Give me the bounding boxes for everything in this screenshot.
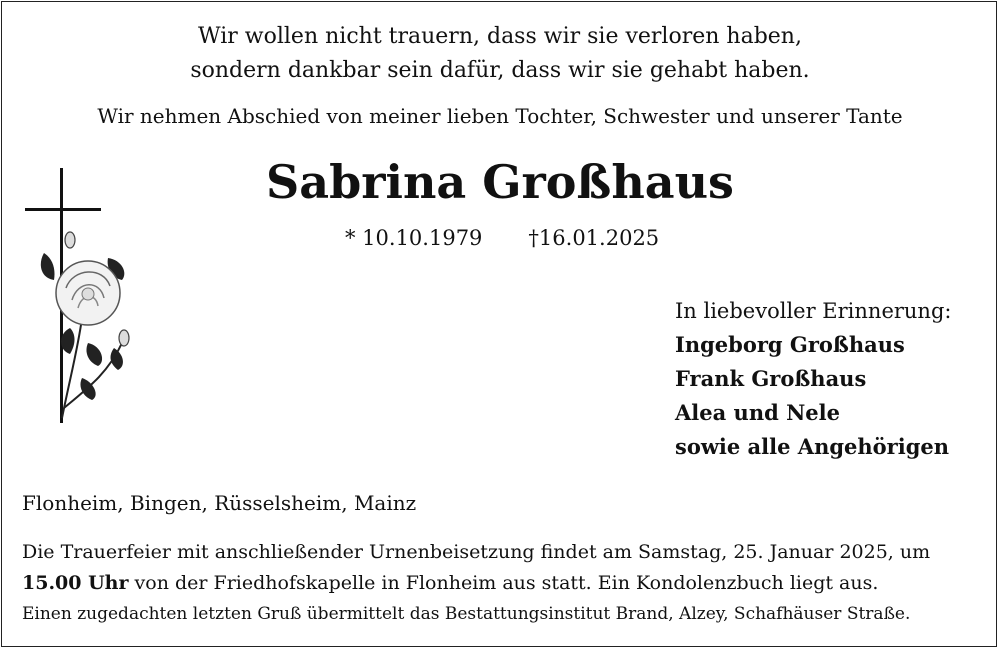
motto-line-1: Wir wollen nicht trauern, dass wir sie verloren haben, [198,24,802,49]
intro-text: Wir nehmen Abschied von meiner lieben Tochter, Schwester und unserer Tante [97,104,903,128]
ceremony-time: 15.00 Uhr [22,572,129,594]
ceremony-line-2-rest: von der Friedhofskapelle in Flonheim aus statt. Ein Kondolenzbuch liegt aus. [128,572,879,594]
places-line: Flonheim, Bingen, Rüsselsheim, Mainz [22,491,417,515]
motto [0,20,1000,88]
mourner-name: Alea und Nele [675,400,840,425]
ceremony-info [22,537,930,629]
mourners-block [675,294,951,464]
birth-date: * 10.10.1979 [345,226,483,250]
cross-with-rose-icon [18,168,143,438]
death-date: †16.01.2025 [528,226,660,250]
mourner-name: Frank Großhaus [675,366,867,391]
mourners-heading: In liebevoller Erinnerung: [675,299,952,323]
mourner-name: Ingeborg Großhaus [675,332,905,357]
mourner-name: sowie alle Angehörigen [675,434,950,459]
ceremony-line-3: Einen zugedachten letzten Gruß übermittelt das Bestattungsinstitut Brand, Alzey, Schafhäuser Straße. [22,604,911,624]
deceased-name: Sabrina Großhaus [266,155,734,209]
ceremony-line-1: Die Trauerfeier mit anschließender Urnenbeisetzung findet am Samstag, 25. Januar 2025, um [22,541,931,563]
ceremony-line-2 [22,568,930,599]
life-dates [345,222,659,254]
motto-line-2: sondern dankbar sein dafür, dass wir sie gehabt haben. [190,58,810,83]
